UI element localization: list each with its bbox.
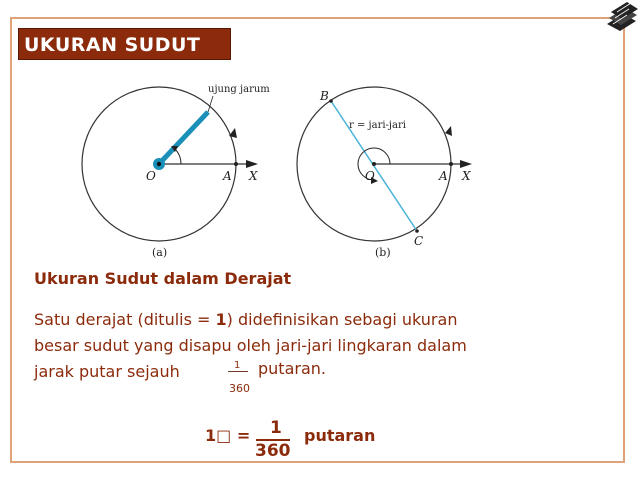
fig-b-label-O: O [365,169,375,183]
fig-a-label-A: A [223,169,232,183]
formula-rhs: putaran [304,426,376,445]
fig-a-label-X: X [249,169,258,183]
fig-a-label-O: O [146,169,156,183]
definition-line-1 [34,307,594,333]
formula-denominator: 360 [255,441,291,461]
section-heading: Ukuran Sudut dalam Derajat [34,269,292,288]
fig-b-caption: (b) [375,246,391,259]
figure-a [82,84,270,259]
fig-a-axis-arrow-icon [246,160,258,168]
fig-b-label-A: A [439,169,448,183]
small-fraction-denominator: 360 [229,382,250,395]
definition-line-1-pre: Satu derajat (ditulis = [34,310,216,329]
figure-b [297,87,472,259]
slide-title: UKURAN SUDUT [18,28,231,60]
fig-a-rotation-arrow-icon [229,128,237,138]
fig-b-label-C: C [414,234,424,248]
fig-a-caption: (a) [152,246,168,259]
definition-line-2: besar sudut yang disapu oleh jari-jari lingkaran dalam [34,336,467,355]
fig-b-label-B: B [320,89,329,103]
small-fraction-bar [228,371,248,372]
definition-line-1-post: ) didefinisikan sebagi ukuran [226,310,458,329]
degree-bold-one: 1 [215,310,227,329]
definition-line-3-end: putaran. [258,359,326,378]
fig-b-rotation-arrow-icon [445,126,452,136]
fig-b-label-X: X [462,169,471,183]
small-fraction-numerator: 1 [234,360,241,371]
fig-b-radius-label: r = jari-jari [349,120,406,131]
fig-a-hand-label: ujung jarum [208,84,270,95]
formula-numerator: 1 [270,418,282,438]
fig-b-axis-arrow-icon [460,160,472,168]
definition-line-3: jarak putar sejauh [34,362,180,381]
fig-a-hand [159,112,208,164]
formula-lhs: 1□ = [205,426,251,445]
